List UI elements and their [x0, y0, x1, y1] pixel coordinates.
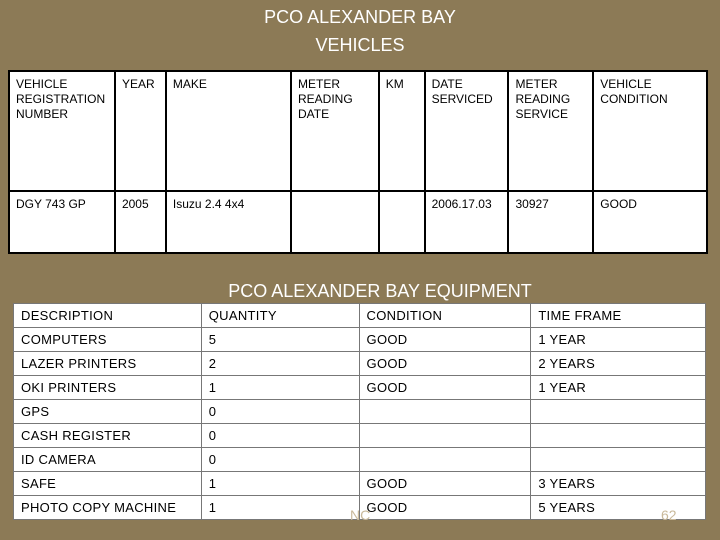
- equipment-header-row: [14, 304, 706, 328]
- table-cell: [531, 424, 706, 448]
- table-row: [14, 472, 706, 496]
- table-cell: SAFE: [14, 472, 202, 496]
- table-cell: 0: [201, 424, 359, 448]
- header-cell: DESCRIPTION: [14, 304, 202, 328]
- table-cell: 5: [201, 328, 359, 352]
- table-cell: [359, 400, 531, 424]
- table-cell: CASH REGISTER: [14, 424, 202, 448]
- header-cell: QUANTITY: [201, 304, 359, 328]
- equipment-table: [13, 303, 706, 520]
- table-cell: GPS: [14, 400, 202, 424]
- table-cell: 30927: [508, 191, 593, 253]
- header-cell: KM: [379, 71, 425, 191]
- table-cell: [531, 448, 706, 472]
- header-cell: MAKE: [166, 71, 291, 191]
- table-cell: GOOD: [359, 376, 531, 400]
- header-cell: METER READING DATE: [291, 71, 379, 191]
- header-cell: CONDITION: [359, 304, 531, 328]
- header-cell: VEHICLE CONDITION: [593, 71, 707, 191]
- vehicles-header-row: [9, 71, 707, 191]
- page-subtitle: VEHICLES: [315, 35, 405, 55]
- vehicles-table: [8, 70, 708, 254]
- header-cell: YEAR: [115, 71, 166, 191]
- table-cell: 2: [201, 352, 359, 376]
- table-cell: 1 YEAR: [531, 328, 706, 352]
- table-cell: 1: [201, 496, 359, 520]
- table-cell: PHOTO COPY MACHINE: [14, 496, 202, 520]
- table-cell: Isuzu 2.4 4x4: [166, 191, 291, 253]
- table-cell: GOOD: [359, 472, 531, 496]
- header-cell: VEHICLE REGISTRATION NUMBER: [9, 71, 115, 191]
- table-row: [14, 448, 706, 472]
- table-cell: 3 YEARS: [531, 472, 706, 496]
- page-title: PCO ALEXANDER BAY: [264, 7, 456, 27]
- table-cell: DGY 743 GP: [9, 191, 115, 253]
- table-row: [14, 352, 706, 376]
- table-cell: COMPUTERS: [14, 328, 202, 352]
- watermark-text: NC: [350, 507, 371, 523]
- table-cell: 2005: [115, 191, 166, 253]
- header-cell: TIME FRAME: [531, 304, 706, 328]
- table-cell: [291, 191, 379, 253]
- table-cell: 2006.17.03: [425, 191, 509, 253]
- table-cell: [531, 400, 706, 424]
- table-cell: LAZER PRINTERS: [14, 352, 202, 376]
- table-cell: [359, 424, 531, 448]
- header-cell: METER READING SERVICE: [508, 71, 593, 191]
- table-cell: 2 YEARS: [531, 352, 706, 376]
- equipment-title: PCO ALEXANDER BAY EQUIPMENT: [228, 281, 532, 301]
- table-row: [14, 376, 706, 400]
- table-cell: 1: [201, 472, 359, 496]
- table-cell: 1 YEAR: [531, 376, 706, 400]
- table-row: [14, 400, 706, 424]
- table-cell: GOOD: [359, 328, 531, 352]
- table-cell: 0: [201, 400, 359, 424]
- header-cell: DATE SERVICED: [425, 71, 509, 191]
- table-cell: 1: [201, 376, 359, 400]
- table-cell: [359, 448, 531, 472]
- table-row: [14, 328, 706, 352]
- table-cell: GOOD: [593, 191, 707, 253]
- page-number: 62: [661, 507, 677, 523]
- table-cell: 0: [201, 448, 359, 472]
- table-cell: GOOD: [359, 496, 531, 520]
- table-cell: 5 YEARS: [531, 496, 706, 520]
- table-cell: [379, 191, 425, 253]
- table-row: [14, 424, 706, 448]
- table-cell: GOOD: [359, 352, 531, 376]
- table-cell: OKI PRINTERS: [14, 376, 202, 400]
- table-cell: ID CAMERA: [14, 448, 202, 472]
- table-row: [9, 191, 707, 253]
